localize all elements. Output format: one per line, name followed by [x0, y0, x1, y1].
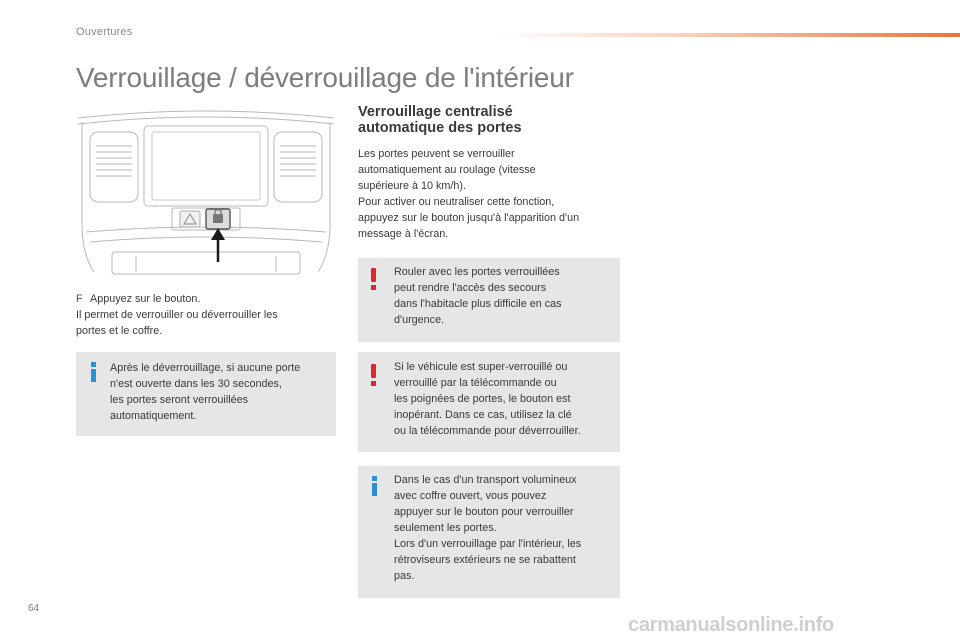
warning-box-super-lock: Si le véhicule est super-verrouillé ou verrouillé par la télécommande ou les poignées de portes, le bouton est inopérant. Dans ce cas, utilisez la clé ou la télécommande pour déverrouiller.: [358, 352, 620, 452]
step-marker-icon: F: [76, 293, 83, 305]
dashboard-illustration: [76, 104, 336, 276]
warning-icon: [369, 364, 379, 386]
page-number: 64: [28, 603, 40, 614]
step-line-1: F Appuyez sur le bouton.: [76, 293, 201, 305]
step-instruction: [76, 291, 336, 339]
arrow-up-icon: [211, 228, 225, 262]
section-label: Ouvertures: [76, 26, 133, 38]
warning-box-emergency-access: Rouler avec les portes verrouillées peut rendre l'accès des secours dans l'habitacle plus difficile en cas d'urgence.: [358, 258, 620, 342]
dashboard-lock-button-image: [76, 104, 336, 276]
info-box-bulky-load: Dans le cas d'un transport volumineux avec coffre ouvert, vous pouvez appuyer sur le bouton pour verrouiller seulement les portes. Lors d'un verrouillage par l'intérieur, les rétroviseurs extérieurs ne se rabattent pas.: [358, 466, 620, 598]
auto-lock-paragraph: Les portes peuvent se verrouiller automatiquement au roulage (vitesse supérieure à 10 km/h). Pour activer ou neutraliser cette fonction, appuyez sur le bouton jusqu'à l'apparition d'un message à l'écran.: [358, 148, 580, 240]
hazard-button-icon: [180, 211, 200, 227]
page-title: Verrouillage / déverrouillage de l'intérieur: [76, 62, 574, 93]
warning-icon: [369, 268, 379, 290]
lock-button-icon: [206, 209, 230, 229]
step-line-3: portes et le coffre.: [76, 325, 163, 337]
header-accent-bar: [495, 33, 960, 37]
info-icon: [89, 362, 99, 382]
info-box-auto-relock: Après le déverrouillage, si aucune porte n'est ouverte dans les 30 secondes, les portes seront verrouillées automatiquement.: [76, 352, 336, 436]
watermark: carmanualsonline.info: [628, 614, 834, 636]
section-heading: Verrouillage centralisé automatique des portes: [358, 104, 522, 136]
step-line-2: Il permet de verrouiller ou déverrouiller les: [76, 309, 278, 321]
info-icon: [370, 476, 380, 496]
